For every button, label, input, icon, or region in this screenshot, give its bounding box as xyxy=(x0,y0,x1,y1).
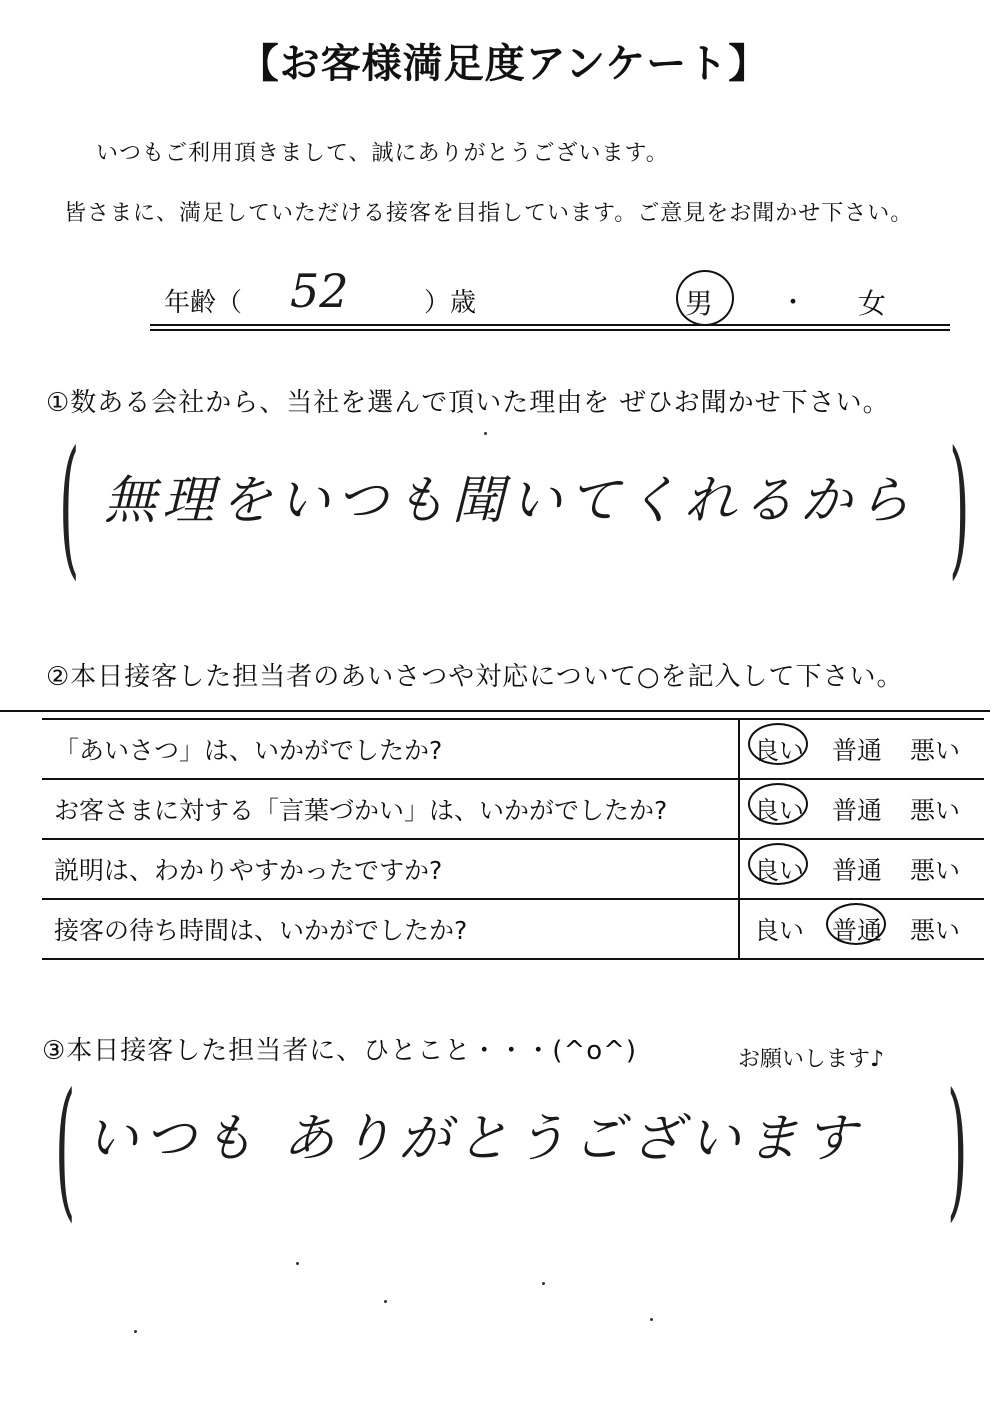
rating-row xyxy=(42,779,984,839)
rating-table xyxy=(42,718,984,960)
rating-option[interactable]: 悪い xyxy=(909,736,960,765)
rating-option[interactable]: 良い xyxy=(740,851,818,887)
intro-line-1: いつもご利用頂きまして、誠にありがとうございます。 xyxy=(96,141,669,166)
rating-row-label: 「あいさつ」は、いかがでしたか? xyxy=(42,719,739,779)
rating-row-label: お客さまに対する「言葉づかい」は、いかがでしたか? xyxy=(42,779,739,839)
rating-option[interactable]: 良い xyxy=(740,791,818,827)
q3-bracket-left: ( xyxy=(55,1062,76,1236)
rating-option[interactable]: 普通 xyxy=(818,911,896,947)
rating-option[interactable]: 普通 xyxy=(831,856,882,885)
rating-option[interactable]: 良い xyxy=(740,731,818,767)
rating-options xyxy=(739,839,984,899)
q3-bracket-right: ) xyxy=(947,1062,968,1236)
rating-option[interactable]: 悪い xyxy=(909,856,960,885)
q3-question: ③本日接客した担当者に、ひとこと・・・(^o^) xyxy=(42,1036,638,1066)
rating-option[interactable]: 良い xyxy=(753,916,804,945)
age-value[interactable]: 52 xyxy=(290,264,349,318)
age-suffix: ）歳 xyxy=(424,288,477,318)
rating-options xyxy=(739,719,984,779)
page-title: 【お客様満足度アンケート】 xyxy=(238,41,770,87)
q3-note: お願いします♪ xyxy=(738,1047,885,1072)
q1-bracket-left: ( xyxy=(59,420,80,594)
q2-question: ②本日接客した担当者のあいさつや対応について○を記入して下さい。 xyxy=(46,662,904,692)
rating-option[interactable]: 普通 xyxy=(831,736,882,765)
rating-row xyxy=(42,719,984,779)
q1-bracket-right: ) xyxy=(949,420,970,594)
q1-answer[interactable]: 無理をいつも聞いてくれるから xyxy=(104,471,917,531)
gender-separator: ・ xyxy=(780,288,807,318)
rating-row-label: 接客の待ち時間は、いかがでしたか? xyxy=(42,899,739,959)
profile-underline xyxy=(150,324,950,331)
rating-option[interactable]: 普通 xyxy=(831,796,882,825)
q3-answer[interactable]: いつも ありがとうございます xyxy=(86,1109,863,1169)
rating-options xyxy=(739,899,984,959)
q1-question: ①数ある会社から、当社を選んで頂いた理由を ぜひお聞かせ下さい。 xyxy=(46,388,890,418)
q2-top-rule xyxy=(0,710,990,712)
rating-row-label: 説明は、わかりやすかったですか? xyxy=(42,839,739,899)
gender-male[interactable]: 男 xyxy=(685,287,714,320)
rating-option[interactable]: 悪い xyxy=(909,916,960,945)
intro-line-2: 皆さまに、満足していただける接客を目指しています。ご意見をお聞かせ下さい。 xyxy=(64,201,914,226)
rating-options xyxy=(739,779,984,839)
rating-option[interactable]: 悪い xyxy=(909,796,960,825)
rating-row xyxy=(42,899,984,959)
age-label: 年齢（ xyxy=(164,288,243,318)
gender-female[interactable]: 女 xyxy=(858,287,887,320)
rating-row xyxy=(42,839,984,899)
